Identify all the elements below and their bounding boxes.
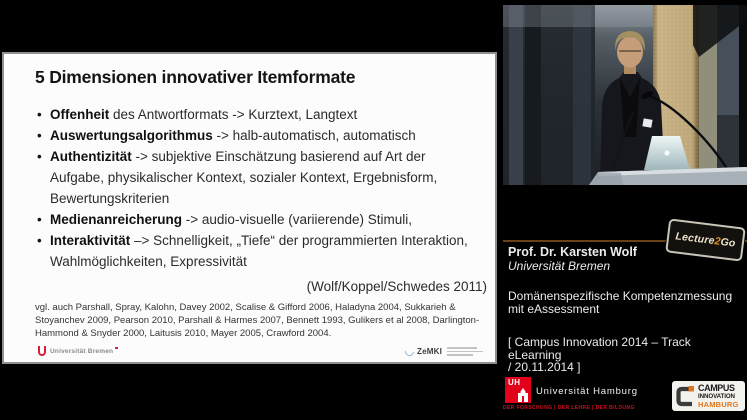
zemki-logo [405,347,483,356]
info-panel [508,246,744,374]
uni-bremen-logo [38,346,118,356]
bullet-medienanreicherung: • Medienanreicherung -> audio-visuelle (variierende) Stimuli, [37,209,473,230]
speaker-name: Prof. Dr. Karsten Wolf [508,245,637,259]
uhh-name-label: Universität Hamburg [536,386,638,397]
zemki-arc-icon [403,345,416,358]
zemki-smallprint-lines [447,347,483,356]
slide-bullet-list [37,104,473,272]
uni-bremen-label: Universität Bremen [50,347,114,355]
bullet-auswertungsalgorithmus: • Auswertungsalgorithmus -> halb-automatisch, automatisch [37,125,473,146]
presentation-slide [2,52,497,364]
uni-bremen-u-icon [38,346,46,356]
campus-innovation-text: CAMPUS INNOVATION HAMBURG [698,382,739,409]
speaker-affiliation: Universität Bremen [508,259,611,273]
slide-references: vgl. auch Parshall, Spray, Kalohn, Davey 2002, Scalise & Gifford 2006, Haladyna 2004, Sukkarieh & Stoyanchev 2009, Pearson 2010, Parshall & Harmes 2007, Bennett 1993, Gulikers et al 2008, Darlington-Hammond & Snyder 2000, Laitusis 2010, Mayer 2005, Crawford 2004. [35,302,480,339]
bullet-offenheit: • Offenheit des Antwortformats -> Kurztext, Langtext [37,104,473,125]
speaker-video [503,5,747,185]
campus-innovation-logo [672,381,745,411]
talk-title: Domänenspezifische Kompetenzmessung mit eAssessment [508,289,733,316]
uhh-tagline: DER FORSCHUNG | DER LEHRE | DER BILDUNG [503,405,635,411]
bullet-authentizitaet: • Authentizität -> subjektive Einschätzung basierend auf Art der Aufgabe, physikalischer Kontext, sozialer Kontext, Ergebnisform, Bewertungskriterien [37,146,473,209]
slide-title: 5 Dimensionen innovativer Itemformate [35,67,356,87]
uni-bremen-asterisk-icon [115,347,118,350]
campus-innovation-c-icon [675,385,696,408]
uhh-tower-icon [517,388,529,402]
bullet-interaktivitaet: • Interaktivität –> Schnelligkeit, „Tiefe“ der programmierten Interaktion, Wahlmöglichkeiten, Expressivität [37,230,473,272]
zemki-label: ZeMKI [417,347,442,356]
speaker-head [617,37,643,68]
lecture2go-label: Lecture2Go [674,230,737,250]
speaker-video-scene [503,5,747,185]
event-info: [ Campus Innovation 2014 – Track eLearning / 20.11.2014 ] [508,335,691,374]
slide-attribution: (Wolf/Koppel/Schwedes 2011) [306,279,487,294]
uhh-square-icon: UH [505,377,531,403]
uni-hamburg-logo [503,376,643,412]
name-badge [642,118,652,127]
